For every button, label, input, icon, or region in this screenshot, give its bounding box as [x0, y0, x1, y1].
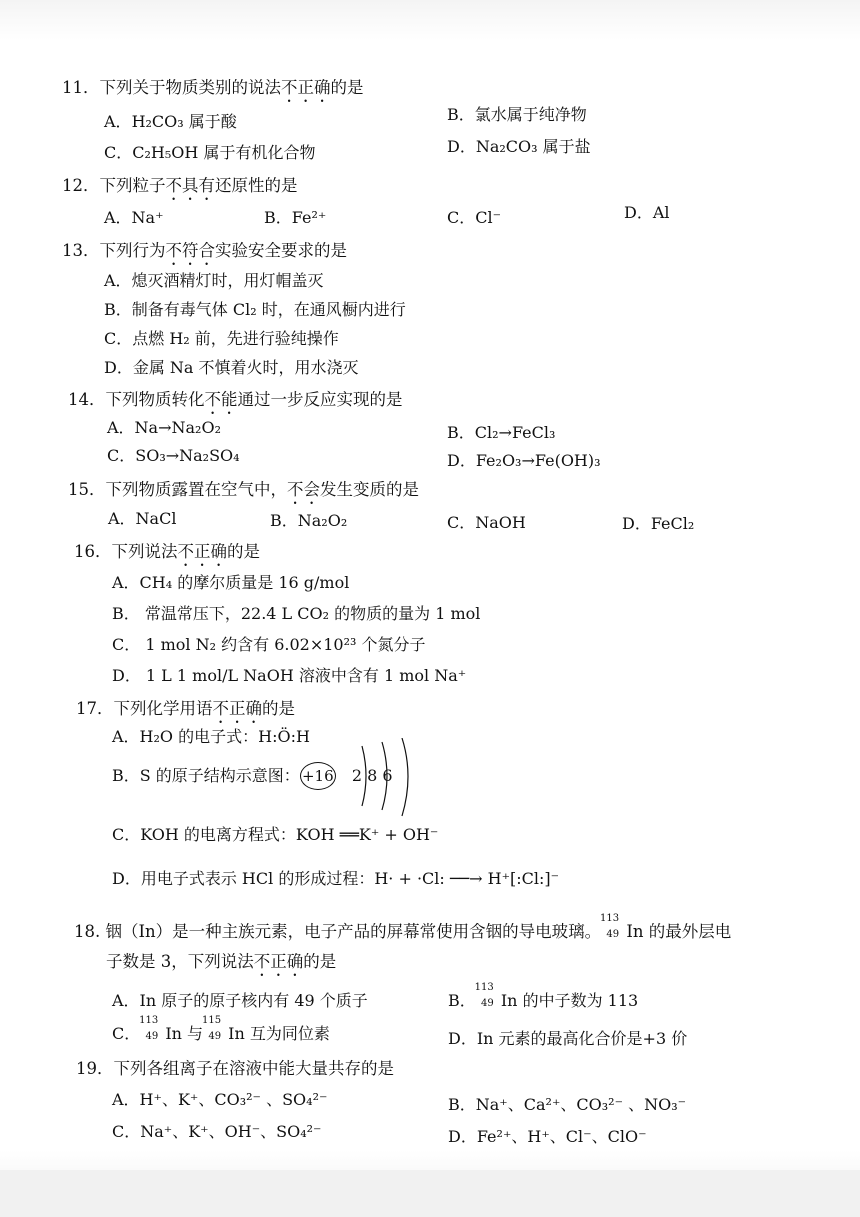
- q17-stem: 17．下列化学用语不正确的是: [76, 699, 295, 718]
- q14-option-c: C．SO₃→Na₂SO₄: [107, 446, 240, 465]
- q14-option-b: B．Cl₂→FeCl₃: [447, 423, 556, 442]
- q13-option-c: C．点燃 H₂ 前，先进行验纯操作: [104, 329, 339, 348]
- q12-option-c: C．Cl⁻: [447, 208, 502, 227]
- isotope-notation-c1: 113 49: [139, 1015, 159, 1042]
- isotope-notation-b: 113 49: [474, 982, 494, 1009]
- q13-option-d: D．金属 Na 不慎着火时，用水浇灭: [104, 358, 359, 377]
- q15-stem: 15．下列物质露置在空气中，不会发生变质的是: [68, 480, 419, 499]
- q18-option-c: C． 113 49 In 与 115 49 In 互为同位素: [112, 1015, 330, 1043]
- nucleus-circle: +16: [300, 762, 336, 790]
- q16-option-b: B． 常温常压下，22.4 L CO₂ 的物质的量为 1 mol: [112, 604, 481, 623]
- q11-option-b: B．氯水属于纯净物: [447, 105, 587, 124]
- q14-option-d: D．Fe₂O₃→Fe(OH)₃: [447, 451, 601, 470]
- q12-option-a: A．Na⁺: [104, 208, 164, 227]
- q11-stem: 11．下列关于物质类别的说法不正确的是: [62, 78, 364, 97]
- q12-option-b: B．Fe²⁺: [264, 208, 327, 227]
- q17-option-d: D．用电子式表示 HCl 的形成过程：H· + ·Cl: ──→ H⁺[:Cl:]⁻: [112, 869, 560, 888]
- hcl-formation: H· + ·Cl: ──→ H⁺[:Cl:]⁻: [374, 869, 560, 888]
- q15-option-a: A．NaCl: [108, 509, 177, 528]
- q19-option-a: A．H⁺、K⁺、CO₃²⁻ 、SO₄²⁻: [112, 1090, 328, 1109]
- q16-option-d: D． 1 L 1 mol/L NaOH 溶液中含有 1 mol Na⁺: [112, 666, 467, 685]
- q19-option-d: D．Fe²⁺、H⁺、Cl⁻、ClO⁻: [448, 1127, 647, 1146]
- q18-option-d: D．In 元素的最高化合价是+3 价: [448, 1029, 688, 1048]
- q15-option-b: B．Na₂O₂: [270, 511, 348, 530]
- electron-shell-arcs: [360, 738, 420, 818]
- q18-stem-line2: 子数是 3，下列说法不正确的是: [106, 952, 337, 971]
- electron-shells: 2 8 6: [351, 766, 393, 785]
- q17-option-b: B．S 的原子结构示意图： +16 2 8 6: [112, 762, 393, 790]
- q12-option-d: D．Al: [624, 203, 670, 222]
- q13-option-a: A．熄灭酒精灯时，用灯帽盖灭: [104, 271, 324, 290]
- q13-option-b: B．制备有毒气体 Cl₂ 时，在通风橱内进行: [104, 300, 406, 319]
- q11-option-a: A．H₂CO₃ 属于酸: [104, 112, 237, 131]
- q14-stem: 14．下列物质转化不能通过一步反应实现的是: [68, 390, 403, 409]
- q19-option-c: C．Na⁺、K⁺、OH⁻、SO₄²⁻: [112, 1122, 322, 1141]
- q12-stem: 12．下列粒子不具有还原性的是: [62, 176, 298, 195]
- isotope-notation: 113 49: [600, 913, 620, 940]
- q18-option-b: B． 113 49 In 的中子数为 113: [448, 982, 639, 1010]
- q16-option-a: A．CH₄ 的摩尔质量是 16 g/mol: [112, 573, 350, 592]
- q13-stem: 13．下列行为不符合实验安全要求的是: [62, 241, 347, 260]
- q18-option-a: A．In 原子的原子核内有 49 个质子: [112, 991, 368, 1010]
- q19-option-b: B．Na⁺、Ca²⁺、CO₃²⁻ 、NO₃⁻: [448, 1095, 687, 1114]
- q16-option-c: C． 1 mol N₂ 约含有 6.02×10²³ 个氮分子: [112, 635, 426, 654]
- q17-option-c: C．KOH 的电离方程式：KOH ══K⁺ + OH⁻: [112, 825, 439, 844]
- q19-stem: 19．下列各组离子在溶液中能大量共存的是: [76, 1059, 394, 1078]
- isotope-notation-c2: 115 49: [201, 1015, 222, 1042]
- q11-option-c: C．C₂H₅OH 属于有机化合物: [104, 143, 316, 162]
- q15-option-d: D．FeCl₂: [622, 514, 695, 533]
- q15-option-c: C．NaOH: [447, 513, 526, 532]
- q11-option-d: D．Na₂CO₃ 属于盐: [447, 137, 591, 156]
- scan-bottom-edge: [0, 1170, 860, 1217]
- q16-stem: 16．下列说法不正确的是: [74, 542, 260, 561]
- q14-option-a: A．Na→Na₂O₂: [107, 418, 221, 437]
- q18-stem-line1: 18. 铟（In）是一种主族元素，电子产品的屏幕常使用含铟的导电玻璃。 113 49 In 的最外层电: [74, 913, 732, 941]
- q17-option-a: A．H₂O 的电子式：H:Ö:H: [112, 727, 310, 746]
